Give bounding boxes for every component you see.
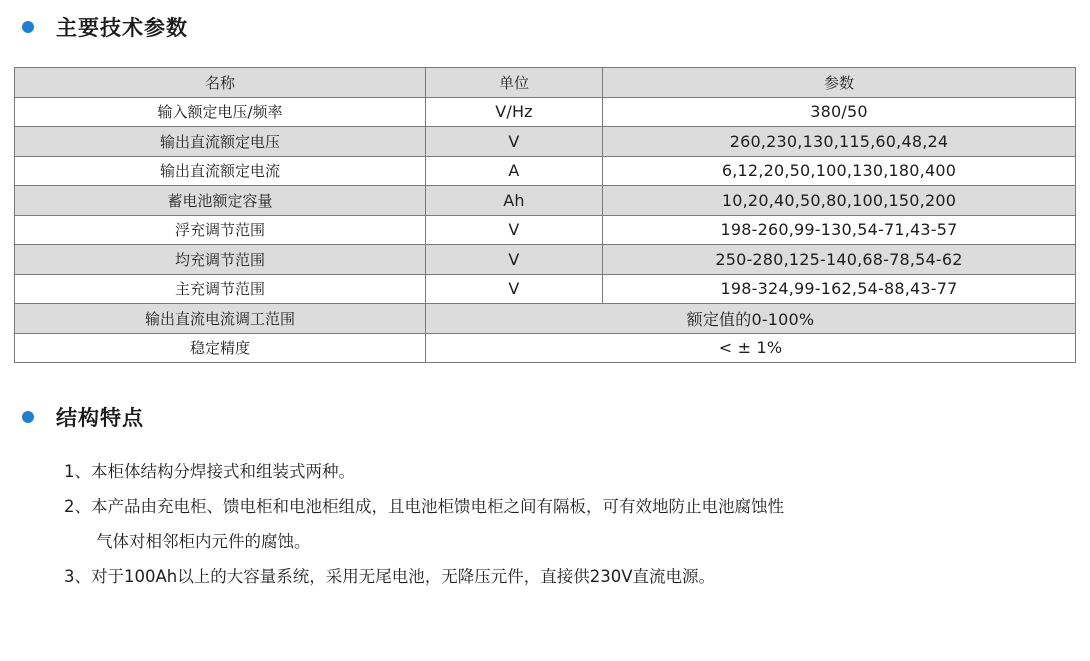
column-header-value: 参数 (603, 68, 1076, 98)
row-value: 198-324,99-162,54-88,43-77 (603, 274, 1076, 304)
feature-list (64, 454, 1064, 594)
list-item: 2、本产品由充电柜、馈电柜和电池柜组成，且电池柜馈电柜之间有隔板，可有效地防止电池腐蚀性 (64, 497, 784, 516)
table-row (15, 97, 1076, 127)
table-row (15, 215, 1076, 245)
table-header-row (15, 68, 1076, 98)
row-name: 主充调节范围 (15, 274, 426, 304)
row-name: 输出直流额定电压 (15, 127, 426, 157)
section-heading-structure (22, 402, 144, 432)
row-name: 输出直流额定电流 (15, 156, 426, 186)
table-row (15, 304, 1076, 334)
table-row (15, 156, 1076, 186)
row-unit: V (426, 127, 603, 157)
list-item: 3、对于100Ah以上的大容量系统，采用无尾电池，无降压元件，直接供230V直流电源。 (64, 567, 716, 586)
row-unit: V/Hz (426, 97, 603, 127)
row-unit: Ah (426, 186, 603, 216)
row-unit: V (426, 274, 603, 304)
row-value: 260,230,130,115,60,48,24 (603, 127, 1076, 157)
row-unit: V (426, 215, 603, 245)
row-value: 10,20,40,50,80,100,150,200 (603, 186, 1076, 216)
row-value: 额定值的0-100% (426, 304, 1076, 334)
section-title: 结构特点 (56, 406, 144, 430)
table-row (15, 245, 1076, 275)
list-item: 1、本柜体结构分焊接式和组装式两种。 (64, 462, 355, 481)
row-unit: A (426, 156, 603, 186)
row-value: 250-280,125-140,68-78,54-62 (603, 245, 1076, 275)
bullet-dot-icon (22, 21, 34, 33)
tech-params-table (14, 67, 1076, 363)
row-name: 蓄电池额定容量 (15, 186, 426, 216)
list-item-continuation: 气体对相邻柜内元件的腐蚀。 (96, 532, 311, 551)
row-value: 6,12,20,50,100,130,180,400 (603, 156, 1076, 186)
table-row (15, 274, 1076, 304)
row-value: 198-260,99-130,54-71,43-57 (603, 215, 1076, 245)
table-row (15, 333, 1076, 363)
row-name: 均充调节范围 (15, 245, 426, 275)
section-title: 主要技术参数 (56, 16, 188, 40)
row-value: < ± 1% (426, 333, 1076, 363)
table-row (15, 186, 1076, 216)
row-name: 输出直流电流调工范围 (15, 304, 426, 334)
row-name: 输入额定电压/频率 (15, 97, 426, 127)
section-heading-tech-params (22, 12, 188, 42)
row-name: 稳定精度 (15, 333, 426, 363)
bullet-dot-icon (22, 411, 34, 423)
table-row (15, 127, 1076, 157)
row-unit: V (426, 245, 603, 275)
row-value: 380/50 (603, 97, 1076, 127)
column-header-unit: 单位 (426, 68, 603, 98)
row-name: 浮充调节范围 (15, 215, 426, 245)
column-header-name: 名称 (15, 68, 426, 98)
